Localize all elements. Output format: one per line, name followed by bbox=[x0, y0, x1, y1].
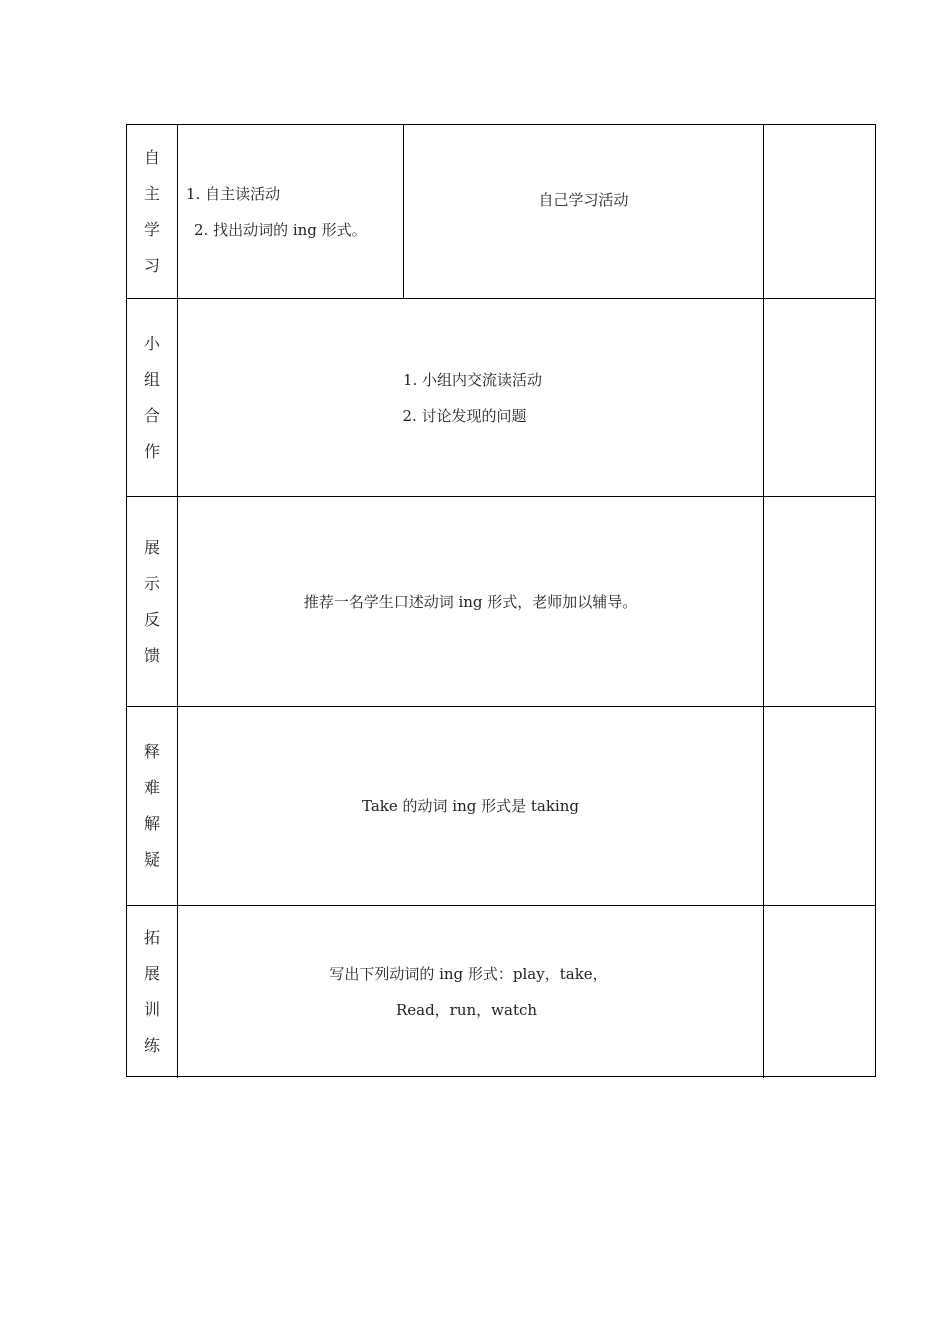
row-label-extension bbox=[127, 906, 178, 1078]
table-row-difficulties bbox=[127, 707, 875, 906]
label-char: 反 bbox=[143, 609, 160, 629]
remarks-cell bbox=[764, 125, 875, 298]
row-label-difficulties bbox=[127, 707, 178, 905]
difficulties-content bbox=[178, 707, 764, 905]
table-row-self-study bbox=[127, 125, 875, 299]
label-char: 难 bbox=[143, 778, 160, 797]
row-label-group-work bbox=[127, 299, 178, 496]
label-char: 小 bbox=[143, 333, 160, 353]
label-char: 作 bbox=[143, 441, 160, 461]
presentation-content bbox=[178, 497, 764, 706]
extension-content bbox=[178, 906, 764, 1078]
table-row-extension bbox=[127, 906, 875, 1078]
table-row-presentation bbox=[127, 497, 875, 707]
remarks-cell bbox=[764, 299, 875, 496]
lesson-plan-table bbox=[126, 124, 876, 1077]
label-char: 主 bbox=[143, 183, 160, 203]
label-char: 解 bbox=[143, 814, 160, 833]
label-char: 组 bbox=[143, 369, 160, 389]
label-char: 合 bbox=[143, 405, 160, 425]
label-char: 自 bbox=[143, 147, 160, 167]
content-line: Read，run，watch bbox=[395, 1001, 538, 1019]
activity-item: 2. 找出动词的 ing 形式。 bbox=[194, 220, 367, 239]
label-char: 展 bbox=[143, 964, 160, 983]
content-line: 2. 讨论发现的问题 bbox=[402, 406, 527, 425]
content-line: Take 的动词 ing 形式是 taking bbox=[361, 797, 579, 815]
label-char: 练 bbox=[143, 1036, 160, 1055]
self-study-activities bbox=[178, 125, 404, 298]
label-char: 示 bbox=[143, 573, 160, 593]
remarks-cell bbox=[764, 497, 875, 706]
self-study-note bbox=[404, 125, 764, 298]
row-label-presentation bbox=[127, 497, 178, 706]
label-char: 习 bbox=[143, 255, 160, 275]
label-char: 训 bbox=[143, 1000, 160, 1019]
label-char: 馈 bbox=[143, 645, 160, 665]
content-line: 写出下列动词的 ing 形式：play，take， bbox=[329, 965, 608, 983]
label-char: 学 bbox=[143, 219, 160, 239]
content-line: 1. 小组内交流读活动 bbox=[402, 370, 543, 389]
content-line: 推荐一名学生口述动词 ing 形式，老师加以辅导。 bbox=[303, 592, 638, 611]
label-char: 展 bbox=[143, 537, 160, 557]
row-label-self-study bbox=[127, 125, 178, 298]
remarks-cell bbox=[764, 707, 875, 905]
group-work-content bbox=[178, 299, 764, 496]
label-char: 拓 bbox=[143, 928, 160, 947]
activity-item: 1. 自主读活动 bbox=[186, 184, 281, 203]
table-row-group-work bbox=[127, 299, 875, 497]
label-char: 释 bbox=[143, 742, 160, 761]
label-char: 疑 bbox=[143, 850, 160, 869]
remarks-cell bbox=[764, 906, 875, 1078]
note-text: 自己学习活动 bbox=[538, 191, 629, 209]
